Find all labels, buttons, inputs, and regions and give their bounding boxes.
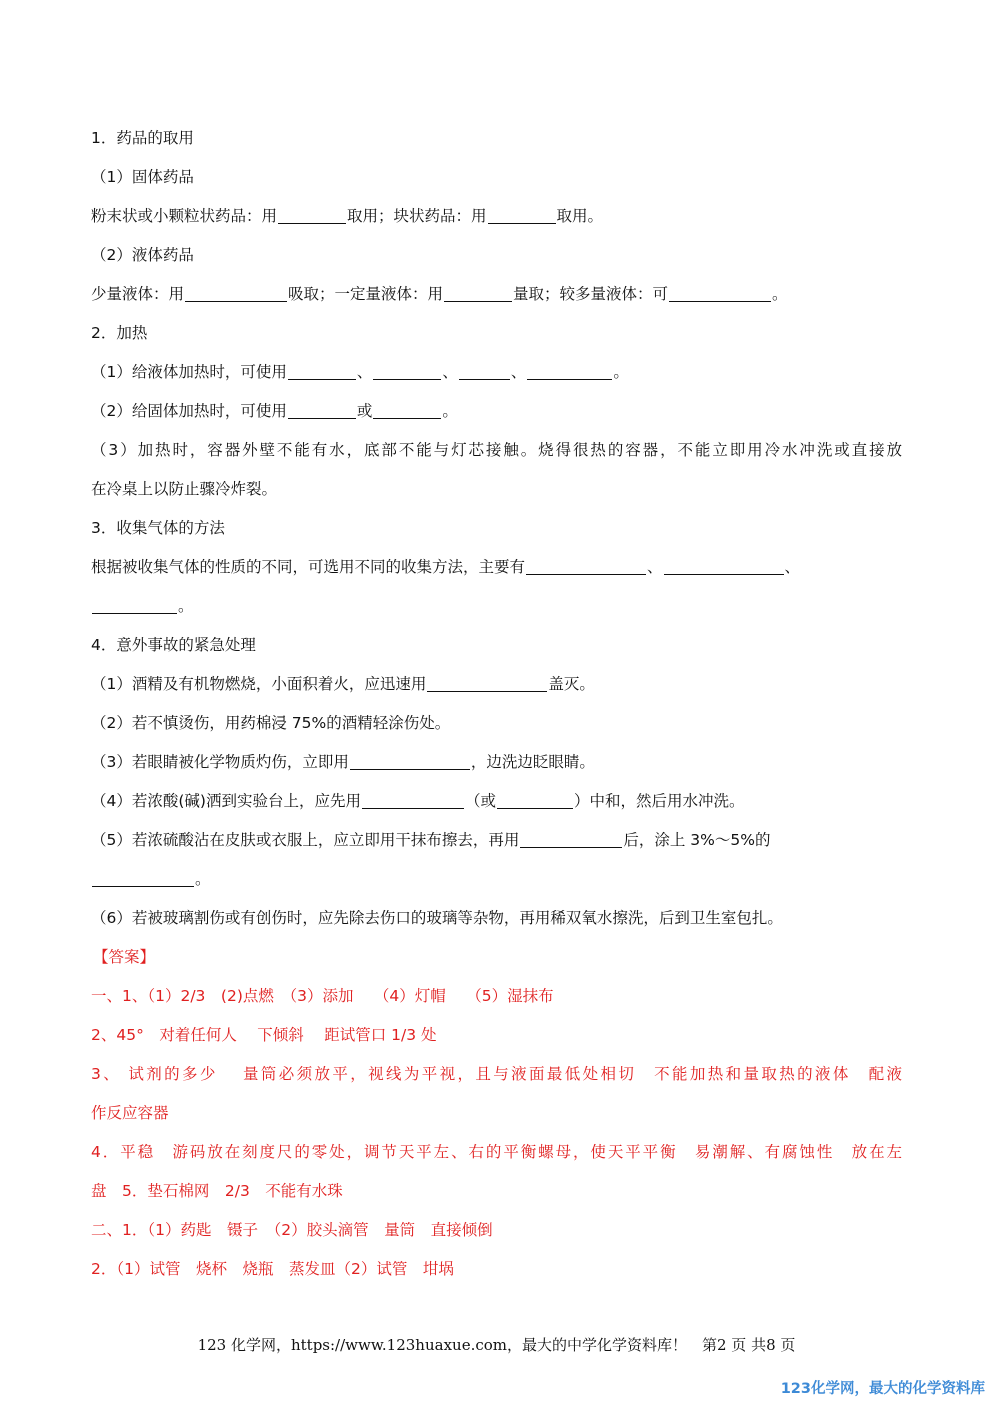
text: ，边洗边眨眼睛。	[470, 753, 595, 771]
answer-line: 二、1．（1）药匙 镊子 （2）胶头滴管 量筒 直接倾倒	[91, 1221, 493, 1239]
section-3-title: 3．收集气体的方法	[91, 519, 225, 537]
question-line	[91, 673, 902, 695]
question-line	[91, 868, 902, 890]
section-4-title: 4．意外事故的紧急处理	[91, 636, 256, 654]
text: 、	[647, 558, 663, 576]
text: 后，涂上 3%～5%的	[623, 831, 771, 849]
blank	[520, 830, 622, 848]
text: 取用；块状药品：用	[347, 207, 487, 225]
blank	[526, 557, 646, 575]
answer-line: 3、 试剂的多少 量筒必须放平，视线为平视，且与液面最低处相切 不能加热和量取热的液体 配液	[91, 1065, 902, 1083]
answer-line: 2、45° 对着任何人 下倾斜 距试管口 1/3 处	[91, 1026, 437, 1044]
answer-line: 2．（1）试管 烧杯 烧瓶 蒸发皿（2）试管 坩埚	[91, 1260, 454, 1278]
blank	[427, 674, 547, 692]
paragraph-line: （6）若被玻璃割伤或有创伤时，应先除去伤口的玻璃等杂物，再用稀双氧水擦洗，后到卫生室包扎。	[91, 909, 783, 927]
subsection-liquid: （2）液体药品	[91, 246, 194, 264]
section-2-title: 2．加热	[91, 324, 148, 342]
blank	[362, 791, 464, 809]
text: 。	[178, 597, 194, 615]
text: ）中和，然后用水冲洗。	[573, 792, 745, 810]
answer-line: 4．平稳 游码放在刻度尺的零处，调节天平左、右的平衡螺母，使天平平衡 易潮解、有腐蚀性 放在左	[91, 1143, 902, 1161]
question-line	[91, 361, 902, 383]
text: （或	[464, 792, 496, 810]
text: 、	[356, 363, 373, 381]
blank	[185, 284, 287, 302]
text: 盖灭。	[548, 675, 595, 693]
text: 、	[784, 558, 801, 576]
blank	[444, 284, 512, 302]
answer-line: 作反应容器	[91, 1104, 169, 1122]
question-line	[91, 400, 902, 422]
text: 取用。	[556, 207, 604, 225]
answer-line: 盘 5．垫石棉网 2/3 不能有水珠	[91, 1182, 343, 1200]
question-line	[91, 829, 902, 851]
blank	[350, 752, 470, 770]
paragraph-line: （2）若不慎烫伤，用药棉浸 75%的酒精轻涂伤处。	[91, 714, 451, 732]
subsection-solid: （1）固体药品	[91, 168, 194, 186]
blank	[92, 596, 177, 614]
paragraph-line: 在冷桌上以防止骤冷炸裂。	[91, 480, 278, 498]
text: （5）若浓硫酸沾在皮肤或衣服上，应立即用干抹布擦去，再用	[91, 831, 520, 849]
text: （2）给固体加热时，可使用	[91, 402, 287, 420]
text: （4）若浓酸(碱)洒到实验台上，应先用	[91, 792, 361, 810]
text: 。	[195, 870, 211, 888]
question-line	[91, 556, 902, 578]
page-footer: 123 化学网，https://www.123huaxue.com，最大的中学化学资料库！ 第2 页 共8 页	[197, 1336, 796, 1354]
text: 。	[613, 363, 629, 381]
text: 、	[510, 363, 527, 381]
text: （1）给液体加热时，可使用	[91, 363, 287, 381]
question-line	[91, 595, 902, 617]
question-line	[91, 205, 902, 227]
text: 少量液体：用	[91, 285, 185, 303]
text: 根据被收集气体的性质的不同，可选用不同的收集方法，主要有	[91, 558, 526, 576]
answer-heading: 【答案】	[93, 948, 156, 966]
blank	[373, 401, 441, 419]
text: （1）酒精及有机物燃烧，小面积着火，应迅速用	[91, 675, 427, 693]
text: 粉末状或小颗粒状药品：用	[91, 207, 278, 225]
blank	[459, 362, 510, 380]
blank	[288, 362, 356, 380]
text: 、	[442, 363, 458, 381]
blank	[288, 401, 356, 419]
question-line	[91, 790, 902, 812]
blank	[527, 362, 612, 380]
site-watermark: 123化学网，最大的化学资料库	[780, 1381, 985, 1397]
paragraph-line: （3）加热时，容器外壁不能有水，底部不能与灯芯接触。烧得很热的容器，不能立即用冷水冲洗或直接放	[91, 441, 902, 459]
blank	[664, 557, 784, 575]
text: 吸取；一定量液体：用	[288, 285, 444, 303]
text: 。	[442, 402, 458, 420]
blank	[278, 206, 346, 224]
answer-line: 一、1、（1）2/3 (2)点燃 （3）添加 （4）灯帽 （5）湿抹布	[91, 987, 554, 1005]
text: （3）若眼睛被化学物质灼伤，立即用	[91, 753, 349, 771]
text: 量取；较多量液体：可	[513, 285, 669, 303]
blank	[488, 206, 556, 224]
blank	[497, 791, 573, 809]
blank	[92, 869, 194, 887]
section-1-title: 1．药品的取用	[91, 129, 194, 147]
text: 。	[772, 285, 788, 303]
blank	[669, 284, 771, 302]
question-line	[91, 283, 902, 305]
question-line	[91, 751, 902, 773]
text: 或	[356, 402, 373, 420]
blank	[373, 362, 441, 380]
